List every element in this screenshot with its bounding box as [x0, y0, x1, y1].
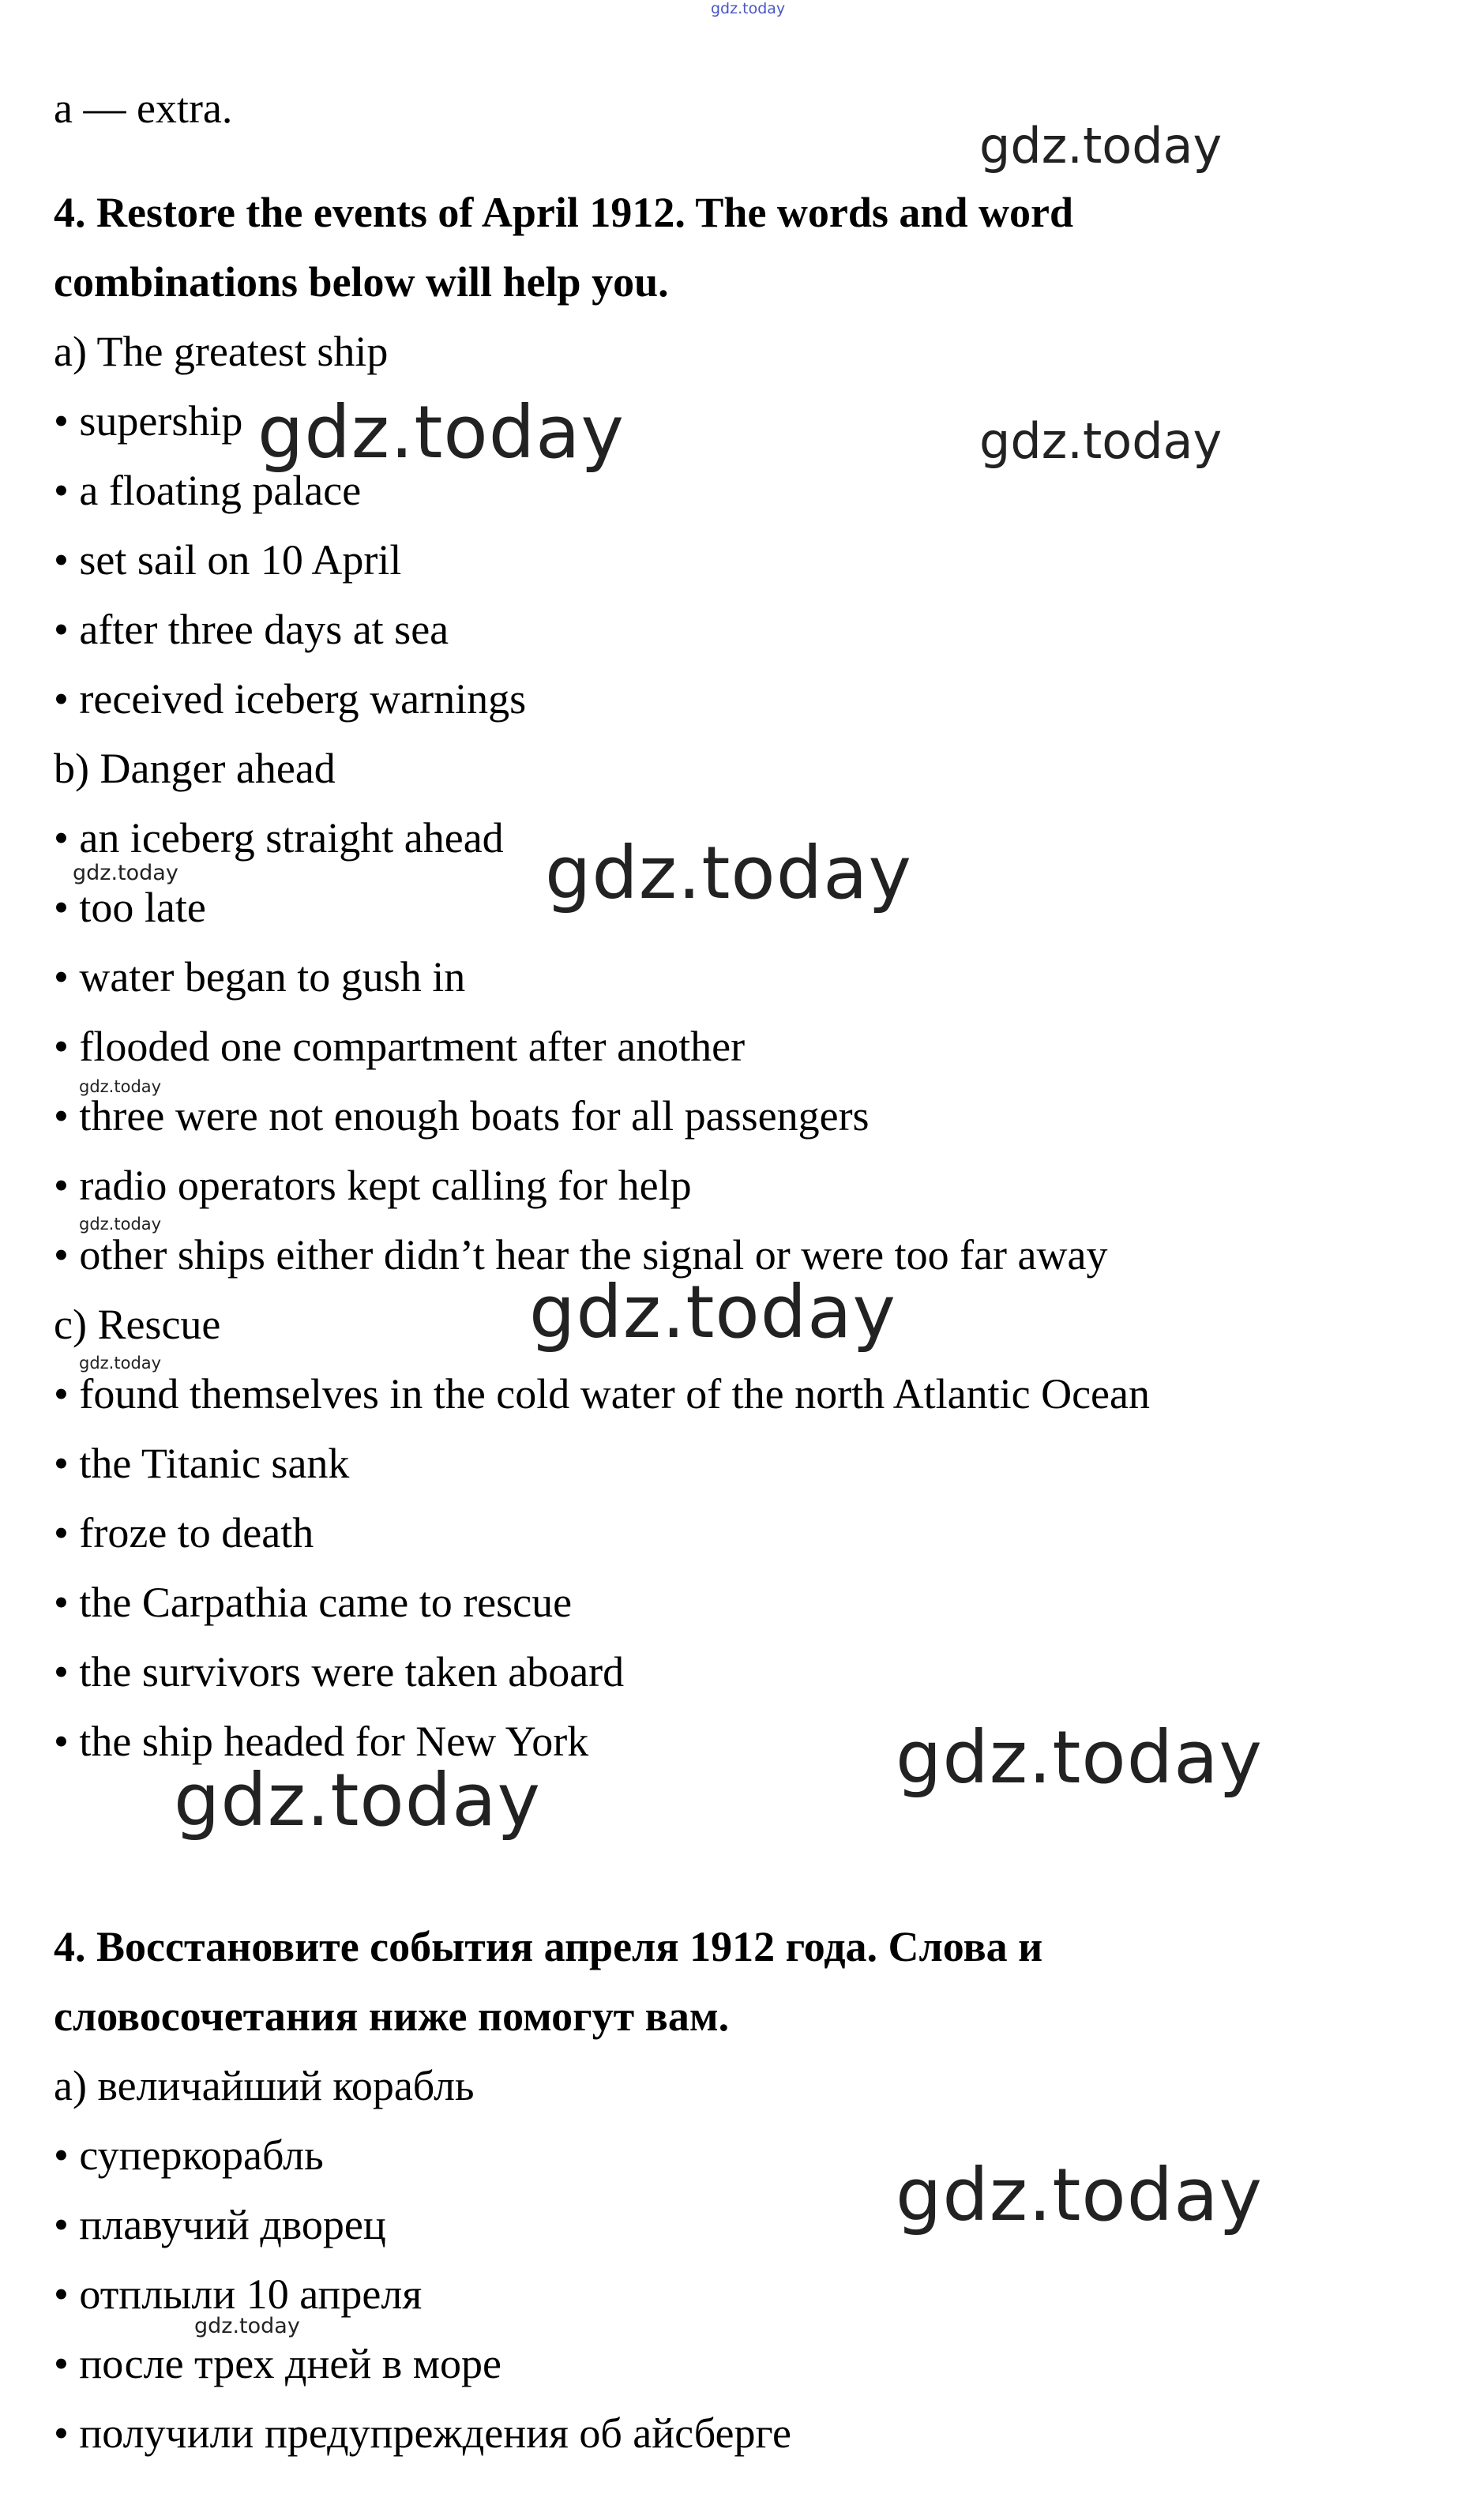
- section-heading-a-ru: а) величайший корабль: [54, 2062, 475, 2109]
- task-title-ru: словосочетания ниже помогут вам.: [54, 1992, 730, 2040]
- section-heading-c: c) Rescue: [54, 1301, 221, 1348]
- watermark: gdz.today: [979, 412, 1223, 470]
- list-item: • water began to gush in: [54, 953, 466, 1001]
- list-item: • supership: [54, 397, 243, 445]
- watermark: gdz.today: [979, 117, 1223, 175]
- list-item: • the Carpathia came to rescue: [54, 1579, 573, 1626]
- section-heading-a: a) The greatest ship: [54, 328, 389, 375]
- list-item: • froze to death: [54, 1509, 314, 1557]
- list-item: • после трех дней в море: [54, 2340, 501, 2387]
- list-item: • the ship headed for New York: [54, 1718, 589, 1765]
- list-item: • получили предупреждения об айсберге: [54, 2409, 791, 2457]
- watermark: gdz.today: [79, 1354, 162, 1373]
- list-item: • a floating palace: [54, 467, 362, 514]
- watermark: gdz.today: [529, 1270, 896, 1354]
- list-item: • flooded one compartment after another: [54, 1023, 746, 1070]
- list-item: • after three days at sea: [54, 606, 449, 653]
- watermark: gdz.today: [79, 1077, 162, 1096]
- watermark: gdz.today: [257, 390, 625, 475]
- task-title: combinations below will help you.: [54, 258, 669, 306]
- watermark: gdz.today: [79, 1215, 162, 1234]
- section-heading-b: b) Danger ahead: [54, 745, 336, 792]
- watermark: gdz.today: [73, 861, 178, 885]
- watermark: gdz.today: [896, 1715, 1263, 1800]
- list-item: • too late: [54, 884, 206, 931]
- list-item: • плавучий дворец: [54, 2201, 386, 2248]
- list-item: • three were not enough boats for all passengers: [54, 1092, 870, 1140]
- list-item: • the Titanic sank: [54, 1440, 350, 1487]
- watermark: gdz.today: [896, 2153, 1263, 2237]
- previous-answer: a — extra.: [54, 85, 233, 132]
- watermark-top: gdz.today: [711, 0, 786, 17]
- list-item: • radio operators kept calling for help: [54, 1162, 692, 1209]
- list-item: • other ships either didn’t hear the signal or were too far away: [54, 1231, 1108, 1279]
- watermark: gdz.today: [545, 831, 912, 915]
- list-item: • received iceberg warnings: [54, 675, 527, 723]
- list-item: • the survivors were taken aboard: [54, 1648, 625, 1696]
- watermark: gdz.today: [174, 1758, 541, 1842]
- task-title-ru: 4. Восстановите события апреля 1912 года. Слова и: [54, 1923, 1043, 1970]
- list-item: • set sail on 10 April: [54, 536, 402, 584]
- watermark: gdz.today: [194, 2314, 300, 2338]
- list-item: • found themselves in the cold water of the north Atlantic Ocean: [54, 1370, 1150, 1418]
- list-item: • отплыли 10 апреля: [54, 2270, 423, 2318]
- task-title: 4. Restore the events of April 1912. The words and word: [54, 189, 1073, 236]
- list-item: • суперкорабль: [54, 2131, 324, 2179]
- list-item: • an iceberg straight ahead: [54, 814, 504, 862]
